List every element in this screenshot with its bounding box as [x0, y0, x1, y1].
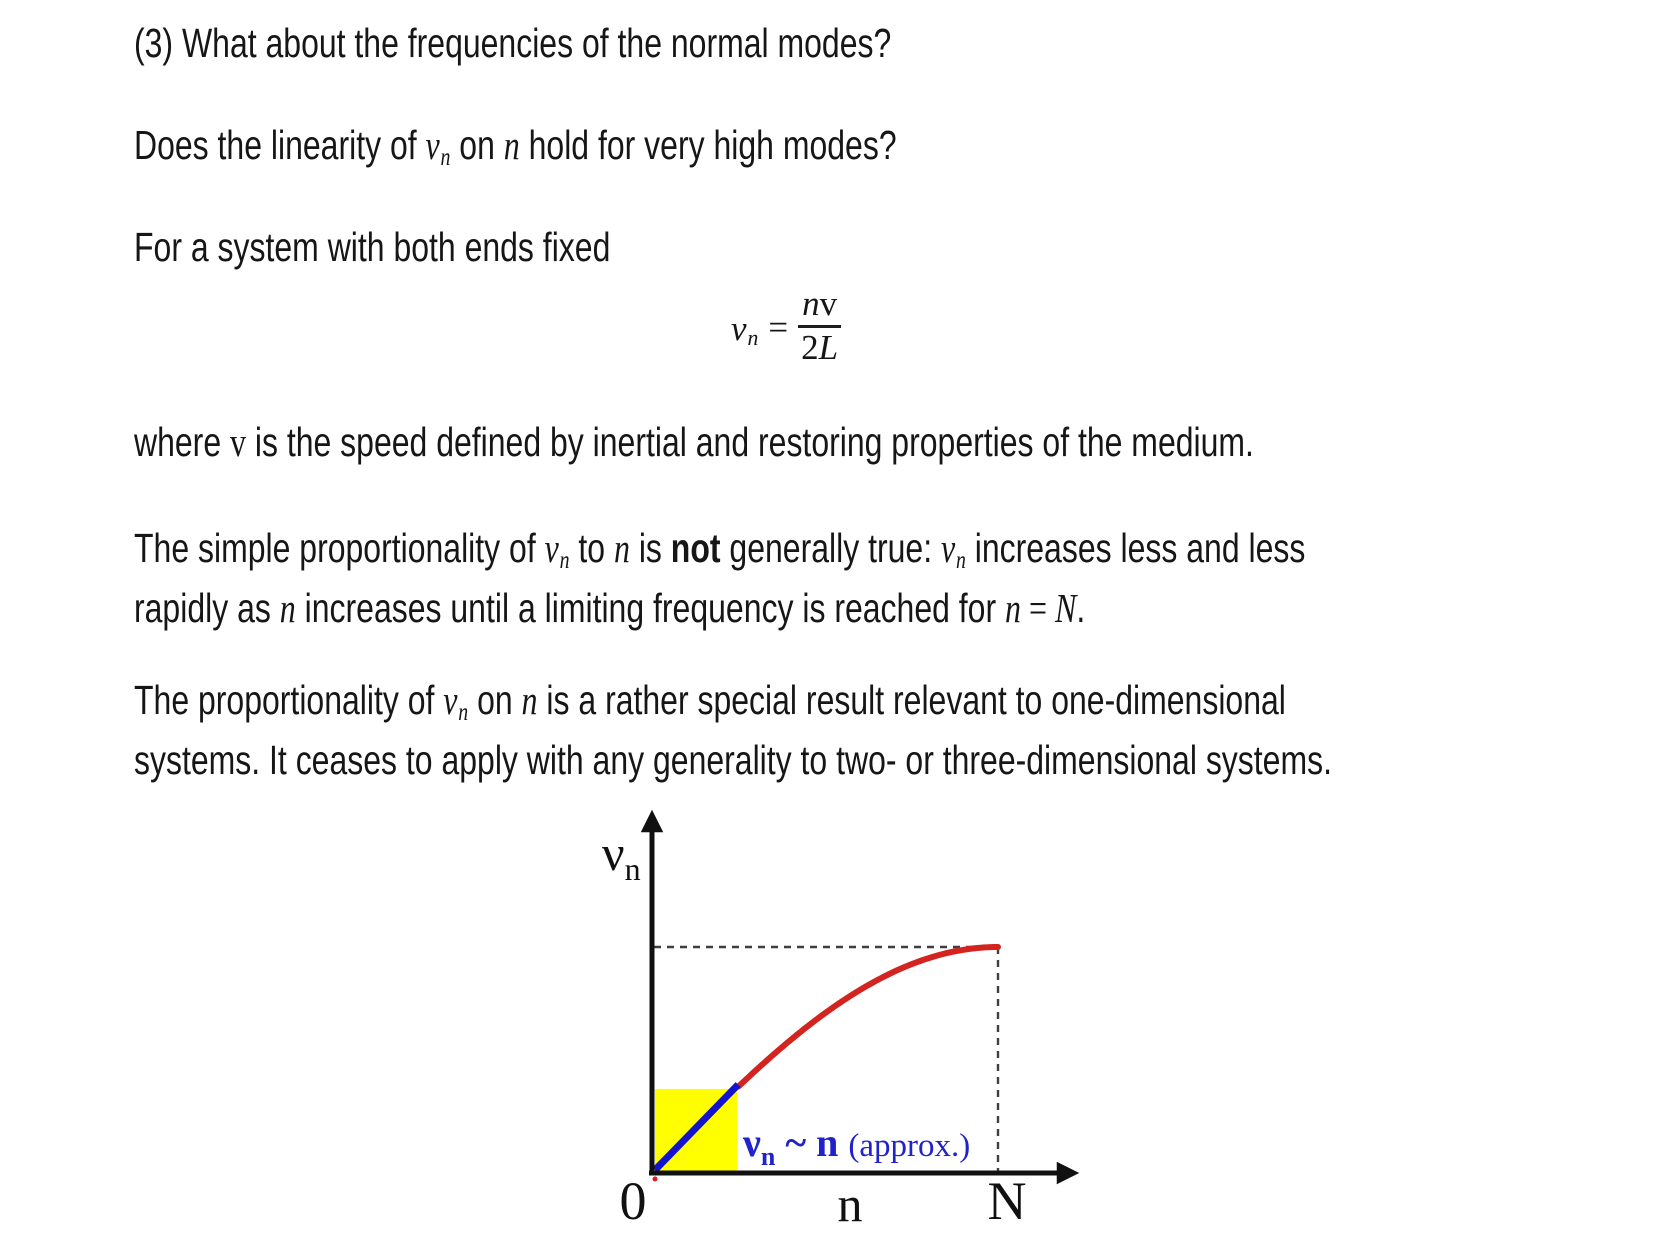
chart-svg [560, 760, 1120, 1240]
y-axis-label: $\nu_n$ [602, 825, 641, 887]
text-line: systems. It ceases to apply with any generality to two- or three-dimensional systems. [134, 736, 1332, 783]
denominator-2: 2 [801, 327, 819, 367]
paragraph-speed [134, 418, 1254, 466]
text-line: where v is the speed defined by inertial and restoring properties of the medium. [134, 419, 1254, 465]
numerator-n: n [802, 284, 820, 323]
equals-sign: = [768, 307, 789, 347]
tick-origin: 0 [619, 1171, 647, 1231]
fraction-numerator [799, 286, 840, 322]
tick-N: N [987, 1171, 1027, 1231]
fraction [798, 286, 841, 365]
paragraph-system [134, 223, 610, 271]
text-line: The proportionality of νn on n is a rather special result relevant to one-dimensional [134, 677, 1286, 726]
dispersion-chart [560, 760, 1120, 1240]
text-line: (3) What about the frequencies of the normal modes? [134, 20, 892, 66]
dispersion-curve [739, 947, 999, 1087]
origin-red-dot [653, 1177, 658, 1182]
paragraph-question [134, 121, 897, 181]
denominator-L: L [818, 327, 839, 367]
equation-frequency [731, 286, 841, 365]
numerator-v: v [819, 284, 838, 323]
equation-lhs [731, 309, 758, 351]
fraction-denominator [798, 327, 841, 367]
tick-n: n [837, 1176, 863, 1232]
linear-approx-annotation: $\nu_n$ ~ n (approx.) [743, 1120, 971, 1171]
paragraph-proportionality [134, 524, 1305, 632]
text-line: For a system with both ends fixed [134, 224, 611, 270]
text-line: Does the linearity of νn on n hold for very high modes? [134, 122, 897, 171]
text-line: rapidly as n increases until a limiting frequency is reached for n = N. [134, 584, 1086, 631]
paragraph-heading [134, 19, 891, 67]
nu-subscript: n [747, 325, 759, 350]
nu-symbol: ν [731, 308, 747, 348]
text-line: The simple proportionality of νn to n is not generally true: νn increases less and less [134, 525, 1306, 574]
